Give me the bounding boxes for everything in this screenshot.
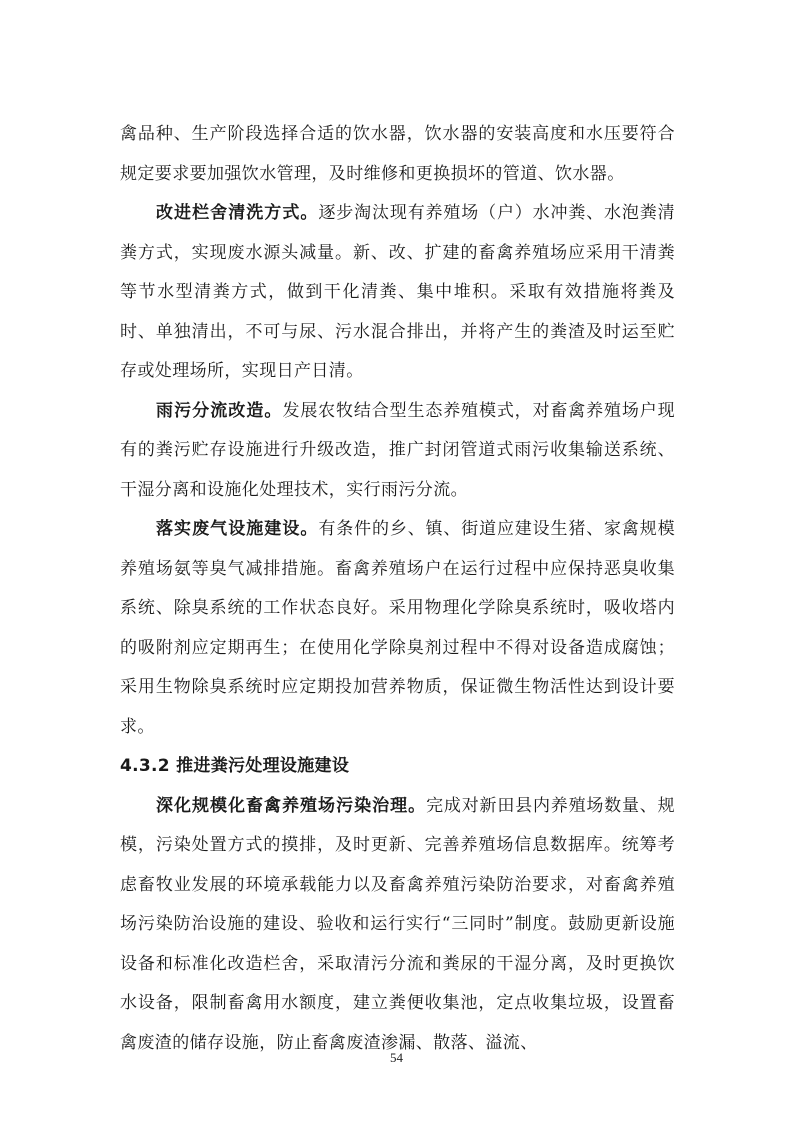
paragraph-lead: 改进栏舍清洗方式。 (156, 203, 319, 223)
paragraph-barn-cleaning (120, 194, 675, 392)
page-content (120, 115, 675, 1063)
paragraph-waste-gas-facilities (120, 510, 675, 747)
paragraph-text: 逐步淘汰现有养殖场（户）水冲粪、水泡粪清粪方式，实现废水源头减量。新、改、扩建的畜禽养殖场应采用干清粪等节水型清粪方式，做到干化清粪、集中堆积。采取有效措施将粪及时、单独清出，不可与尿、污水混合排出，并将产生的粪渣及时运至贮存或处理场所，实现日产日清。 (120, 203, 675, 381)
paragraph-lead: 深化规模化畜禽养殖场污染治理。 (156, 795, 427, 816)
paragraph-rain-sewage-separation (120, 392, 675, 511)
paragraph-farm-pollution-control (120, 787, 675, 1064)
section-heading: 4.3.2 推进粪污处理设施建设 (120, 756, 350, 776)
paragraph-text: 发展农牧结合型生态养殖模式，对畜禽养殖场户现有的粪污贮存设施进行升级改造，推广封闭管道式雨污收集输送系统、干湿分离和设施化处理技术，实行雨污分流。 (120, 400, 675, 500)
page-number: 54 (390, 1050, 403, 1065)
paragraph-text: 有条件的乡、镇、街道应建设生猪、家禽规模养殖场氨等臭气减排措施。畜禽养殖场户在运行过程中应保持恶臭收集系统、除臭系统的工作状态良好。采用物理化学除臭系统时，吸收塔内的吸附剂应定期再生；在使用化学除臭剂过程中不得对设备造成腐蚀；采用生物除臭系统时应定期投加营养物质，保证微生物活性达到设计要求。 (120, 519, 675, 737)
paragraph-lead: 雨污分流改造。 (156, 400, 283, 421)
paragraph-continuation (120, 115, 675, 194)
paragraph-text: 禽品种、生产阶段选择合适的饮水器，饮水器的安装高度和水压要符合规定要求要加强饮水管理，及时维修和更换损坏的管道、饮水器。 (120, 124, 675, 184)
paragraph-lead: 落实废气设施建设。 (156, 519, 319, 539)
paragraph-text: 完成对新田县内养殖场数量、规模，污染处置方式的摸排，及时更新、完善养殖场信息数据库。统筹考虑畜牧业发展的环境承载能力以及畜禽养殖污染防治要求，对畜禽养殖场污染防治设施的建设、验收和运行实行“三同时”制度。鼓励更新设施设备和标准化改造栏舍，采取清污分流和粪尿的干湿分离，及时更换饮水设备，限制畜禽用水额度，建立粪便收集池，定点收集垃圾，设置畜禽废渣的储存设施，防止畜禽废渣渗漏、散落、溢流、 (120, 795, 675, 1053)
